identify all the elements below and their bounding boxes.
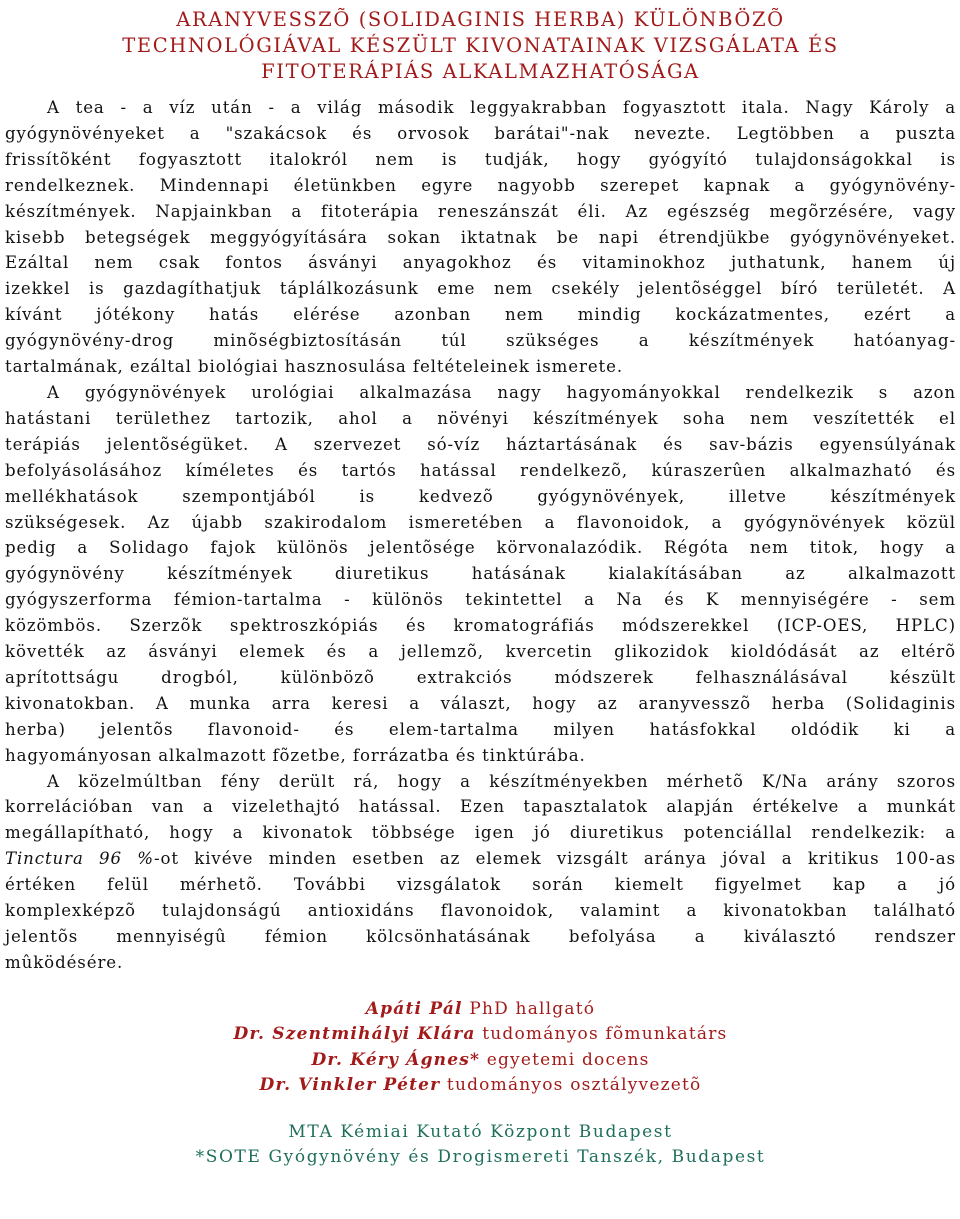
text-line: tartalmának, ezáltal biológiai hasznosulása feltételeinek ismerete. [5, 357, 624, 377]
institution-list [5, 1120, 956, 1171]
body-text [5, 95, 956, 976]
paragraph-3 [5, 769, 956, 976]
text-line: gyógynövényeket a "szakácsok és orvosok barátai"-nak nevezte. Legtöbben a puszta [5, 123, 956, 143]
text-line: A gyógynövények urológiai alkalmazása nagy hagyományokkal rendelkezik s azon [47, 382, 956, 402]
author-entry [5, 1073, 956, 1099]
title-line: TECHNOLÓGIÁVAL KÉSZÜLT KIVONATAINAK VIZSGÁLATA ÉS [122, 34, 839, 57]
text-line: hagyományosan alkalmazott fõzetbe, forrázatba és tinktúrába. [5, 745, 586, 765]
document-title [5, 7, 956, 85]
text-line: korrelációban van a vizelethajtó hatással. Ezen tapasztalatok alapján értékelve a munkát [5, 797, 956, 817]
text-line: befolyásolásához kíméletes és tartós hatással rendelkezõ, kúraszerûen alkalmazható és [5, 460, 956, 480]
text-line: komplexképzõ tulajdonságú antioxidáns flavonoidok, valamint a kivonatokban található [5, 901, 956, 921]
text-line: mellékhatások szempontjából is kedvezõ gyógynövények, illetve készítmények [5, 486, 956, 506]
paragraph-2 [5, 380, 956, 769]
text-line: A tea - a víz után - a világ második leggyakrabban fogyasztott itala. Nagy Károly a [47, 98, 956, 117]
institution: *SOTE Gyógynövény és Drogismereti Tanszék, Budapest [195, 1147, 766, 1168]
text-line: pedig a Solidago fajok különös jelentõsége körvonalazódik. Régóta nem titok, hogy a [5, 538, 956, 558]
text-line: jelentõs mennyiségû fémion kölcsönhatásának befolyása a kiválasztó rendszer [5, 927, 956, 946]
author-name: Dr. Vinkler Péter [259, 1075, 441, 1096]
author-name: Dr. Kéry Ágnes* [311, 1049, 481, 1070]
text-line-with-italic: Tinctura 96 %-ot kivéve minden esetben az elemek vizsgált aránya jóval a kritikus 100-as [5, 849, 957, 869]
author-entry [5, 1048, 956, 1074]
text-line: gyógyszerforma fémion-tartalma - különös tekintettel a Na és K mennyiségére - sem [5, 590, 956, 610]
text-line: rendelkeznek. Mindennapi életünkben egyre nagyobb szerepet kapnak a gyógynövény- [5, 175, 956, 195]
text-line: értéken felül mérhetõ. További vizsgálatok során kiemelt figyelmet kap a jó [5, 875, 956, 895]
text-line: frissítõként fogyasztott italokról nem is tudják, hogy gyógyító tulajdonságokkal is [5, 149, 956, 169]
text-line: izekkel is gazdagíthatjuk táplálkozásunk eme nem csekély jelentõséggel bíró területét. A [5, 279, 956, 299]
text-line: készítmények. Napjainkban a fitoterápia reneszánszát éli. Az egészség megõrzésére, vagy [5, 201, 956, 221]
author-list [5, 997, 956, 1099]
author-name: Dr. Szentmihályi Klára [233, 1024, 476, 1045]
document-page [0, 7, 960, 1219]
author-entry [5, 1022, 956, 1048]
author-role: tudományos fõmunkatárs [482, 1024, 728, 1045]
text-line: A közelmúltban fény derült rá, hogy a készítményekben mérhetõ K/Na arány szoros [47, 771, 956, 791]
text-line: herba) jelentõs flavonoid- és elem-tartalma milyen hatásfokkal oldódik ki a [5, 719, 956, 739]
text-line: követték az ásványi elemek és a jellemzõ, kvercetin glikozidok kioldódását az eltérõ [5, 642, 956, 662]
text-line: Ezáltal nem csak fontos ásványi anyagokhoz és vitaminokhoz juthatunk, hanem új [5, 253, 956, 273]
text-line: kívánt jótékony hatás elérése azonban nem mindig kockázatmentes, ezért a [5, 305, 956, 325]
text-line: hatástani területhez tartozik, ahol a növényi készítmények soha nem veszítették el [5, 408, 956, 428]
author-entry [5, 997, 956, 1023]
paragraph-1 [5, 95, 956, 380]
text-line: aprítottságu drogból, különbözõ extrakciós módszerek felhasználásával készült [5, 667, 956, 687]
author-role: tudományos osztályvezetõ [446, 1075, 702, 1096]
text-line: kisebb betegségek meggyógyítására sokan iktatnak be napi étrendjükbe gyógynövényeket. [5, 227, 956, 247]
text-line: szükségesek. Az újabb szakirodalom ismeretében a flavonoidok, a gyógynövények közül [5, 512, 956, 532]
author-name: Apáti Pál [365, 998, 463, 1019]
text-line: kivonatokban. A munka arra keresi a választ, hogy az aranyvesszõ herba (Solidaginis [5, 693, 956, 713]
author-role: egyetemi docens [486, 1049, 650, 1070]
text-line: gyógynövény készítmények diuretikus hatásának kialakításában az alkalmazott [5, 564, 956, 584]
text-line: megállapítható, hogy a kivonatok többsége igen jó diuretikus potenciállal rendelkezik: a [5, 823, 956, 843]
title-line: ARANYVESSZÕ (SOLIDAGINIS HERBA) KÜLÖNBÖZÕ [176, 8, 785, 31]
institution: MTA Kémiai Kutató Központ Budapest [288, 1121, 673, 1142]
text-line: közömbös. Szerzõk spektroszkópiás és kromatográfiás módszerekkel (ICP-OES, HPLC) [5, 616, 956, 636]
text-line: mûködésére. [5, 952, 124, 972]
title-line: FITOTERÁPIÁS ALKALMAZHATÓSÁGA [261, 60, 700, 83]
text-line: gyógynövény-drog minõségbiztosításán túl szükséges a készítmények hatóanyag- [5, 331, 956, 351]
italic-term: Tinctura 96 % [5, 849, 154, 869]
author-role: PhD hallgató [469, 998, 596, 1019]
text-line: terápiás jelentõségüket. A szervezet só-víz háztartásának és sav-bázis egyensúlyának [5, 434, 956, 454]
